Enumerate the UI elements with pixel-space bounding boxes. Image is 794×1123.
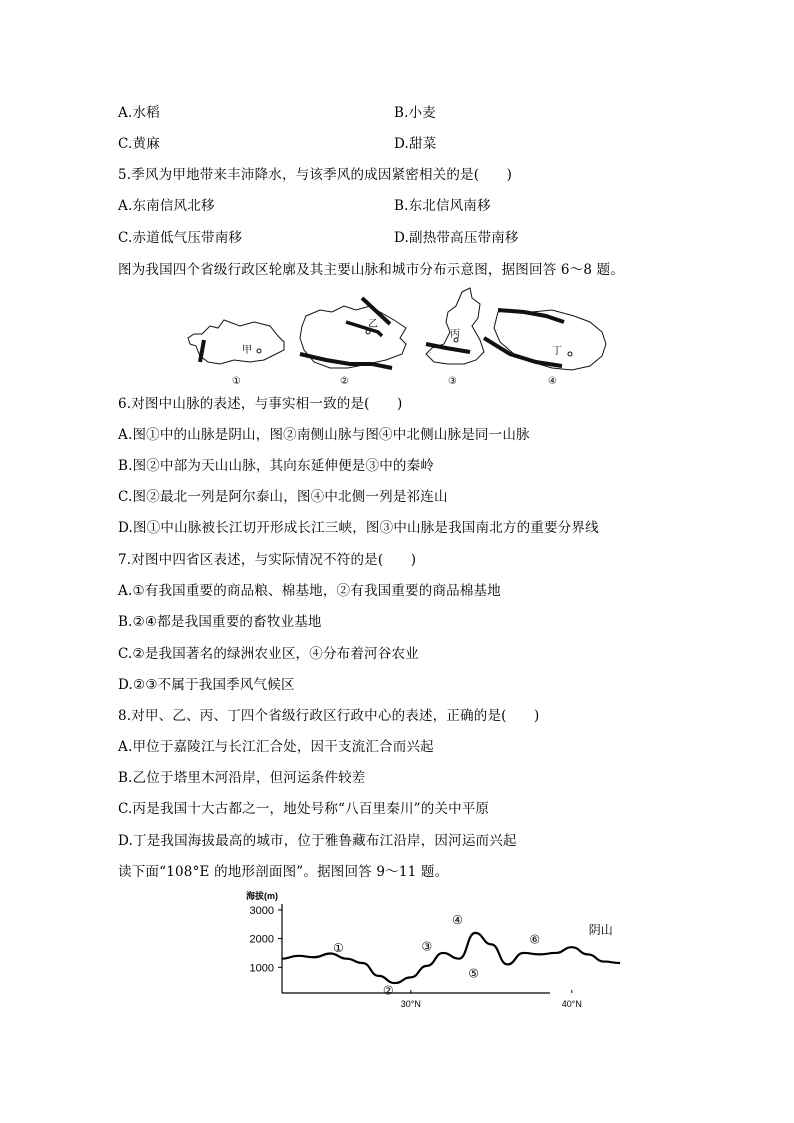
x-tick-label: 40°N — [561, 999, 582, 1009]
intro-6-8: 图为我国四个省级行政区轮廓及其主要山脉和城市分布示意图，据图回答 6～8 题。 — [118, 262, 625, 278]
map-label-2: ② — [340, 376, 349, 387]
city-label-bing: 丙 — [450, 329, 460, 340]
map-label-3: ③ — [448, 376, 457, 387]
q5-option-c: C.赤道低气压带南移 — [118, 230, 243, 246]
map-2 — [300, 298, 406, 368]
q4-option-a: A.水稻 — [118, 105, 160, 121]
q4-option-b: B.小麦 — [394, 105, 437, 121]
q6-option-b: B.图②中部为天山山脉，其向东延伸便是③中的秦岭 — [118, 458, 435, 474]
province-maps-figure — [180, 282, 610, 390]
q7-option-a: A.①有我国重要的商品粮、棉基地，②有我国重要的商品棉基地 — [118, 583, 501, 599]
city-label-yi: 乙 — [368, 319, 378, 330]
q5-stem: 5.季风为甲地带来丰沛降水，与该季风的成因紧密相关的是( ) — [118, 167, 513, 183]
q6-option-c: C.图②最北一列是阿尔泰山，图④中北侧一列是祁连山 — [118, 489, 448, 505]
q7-option-c: C.②是我国著名的绿洲农业区，④分布着河谷农业 — [118, 646, 419, 662]
y-tick-label: 3000 — [249, 904, 274, 917]
q8-option-d: D.丁是我国海拔最高的城市，位于雅鲁藏布江沿岸，因河运而兴起 — [118, 833, 517, 849]
q4-option-c: C.黄麻 — [118, 136, 160, 152]
y-tick-label: 2000 — [249, 933, 274, 946]
q5-option-a: A.东南信风北移 — [118, 198, 215, 214]
q5-option-d: D.副热带高压带南移 — [394, 230, 519, 246]
q7-option-b: B.②④都是我国重要的畜牧业基地 — [118, 614, 322, 630]
profile-annotation: ② — [382, 983, 394, 998]
q7-stem: 7.对图中四省区表述，与实际情况不符的是( ) — [118, 552, 417, 568]
q6-option-d: D.图①中山脉被长江切开形成长江三峡，图③中山脉是我国南北方的重要分界线 — [118, 520, 599, 536]
q8-option-a: A.甲位于嘉陵江与长江汇合处，因干支流汇合而兴起 — [118, 739, 434, 755]
profile-annotation: ⑥ — [529, 932, 541, 947]
profile-annotation: ④ — [452, 913, 463, 928]
q7-option-d: D.②③不属于我国季风气候区 — [118, 677, 295, 693]
terrain-profile-chart — [236, 884, 613, 1016]
city-label-ding: 丁 — [552, 346, 562, 357]
map-3 — [426, 288, 484, 364]
map-1 — [188, 320, 284, 364]
city-label-jia: 甲 — [242, 345, 252, 356]
map-label-4: ④ — [548, 376, 557, 387]
map-label-1: ① — [232, 376, 241, 387]
q8-option-b: B.乙位于塔里木河沿岸，但河运条件较差 — [118, 770, 366, 786]
profile-annotation: ⑤ — [468, 966, 479, 981]
profile-annotation: ③ — [421, 939, 433, 954]
q6-stem: 6.对图中山脉的表述，与事实相一致的是( ) — [118, 396, 403, 412]
x-tick-label: 30°N — [400, 999, 421, 1009]
q4-option-d: D.甜菜 — [394, 136, 437, 152]
profile-annotation: ① — [332, 940, 344, 955]
y-axis-title: 海拔(m) — [246, 891, 278, 901]
q8-stem: 8.对甲、乙、丙、丁四个省级行政区行政中心的表述，正确的是( ) — [118, 708, 540, 724]
y-tick-label: 1000 — [249, 962, 274, 975]
q5-option-b: B.东北信风南移 — [394, 198, 491, 214]
map-4 — [484, 310, 606, 370]
yinshan-label: 阴山 — [588, 922, 613, 937]
q8-option-c: C.丙是我国十大古都之一，地处号称“八百里秦川”的关中平原 — [118, 801, 490, 817]
intro-9-11: 读下面“108°E 的地形剖面图”。据图回答 9～11 题。 — [118, 864, 449, 880]
q6-option-a: A.图①中的山脉是阴山，图②南侧山脉与图④中北侧山脉是同一山脉 — [118, 427, 530, 443]
